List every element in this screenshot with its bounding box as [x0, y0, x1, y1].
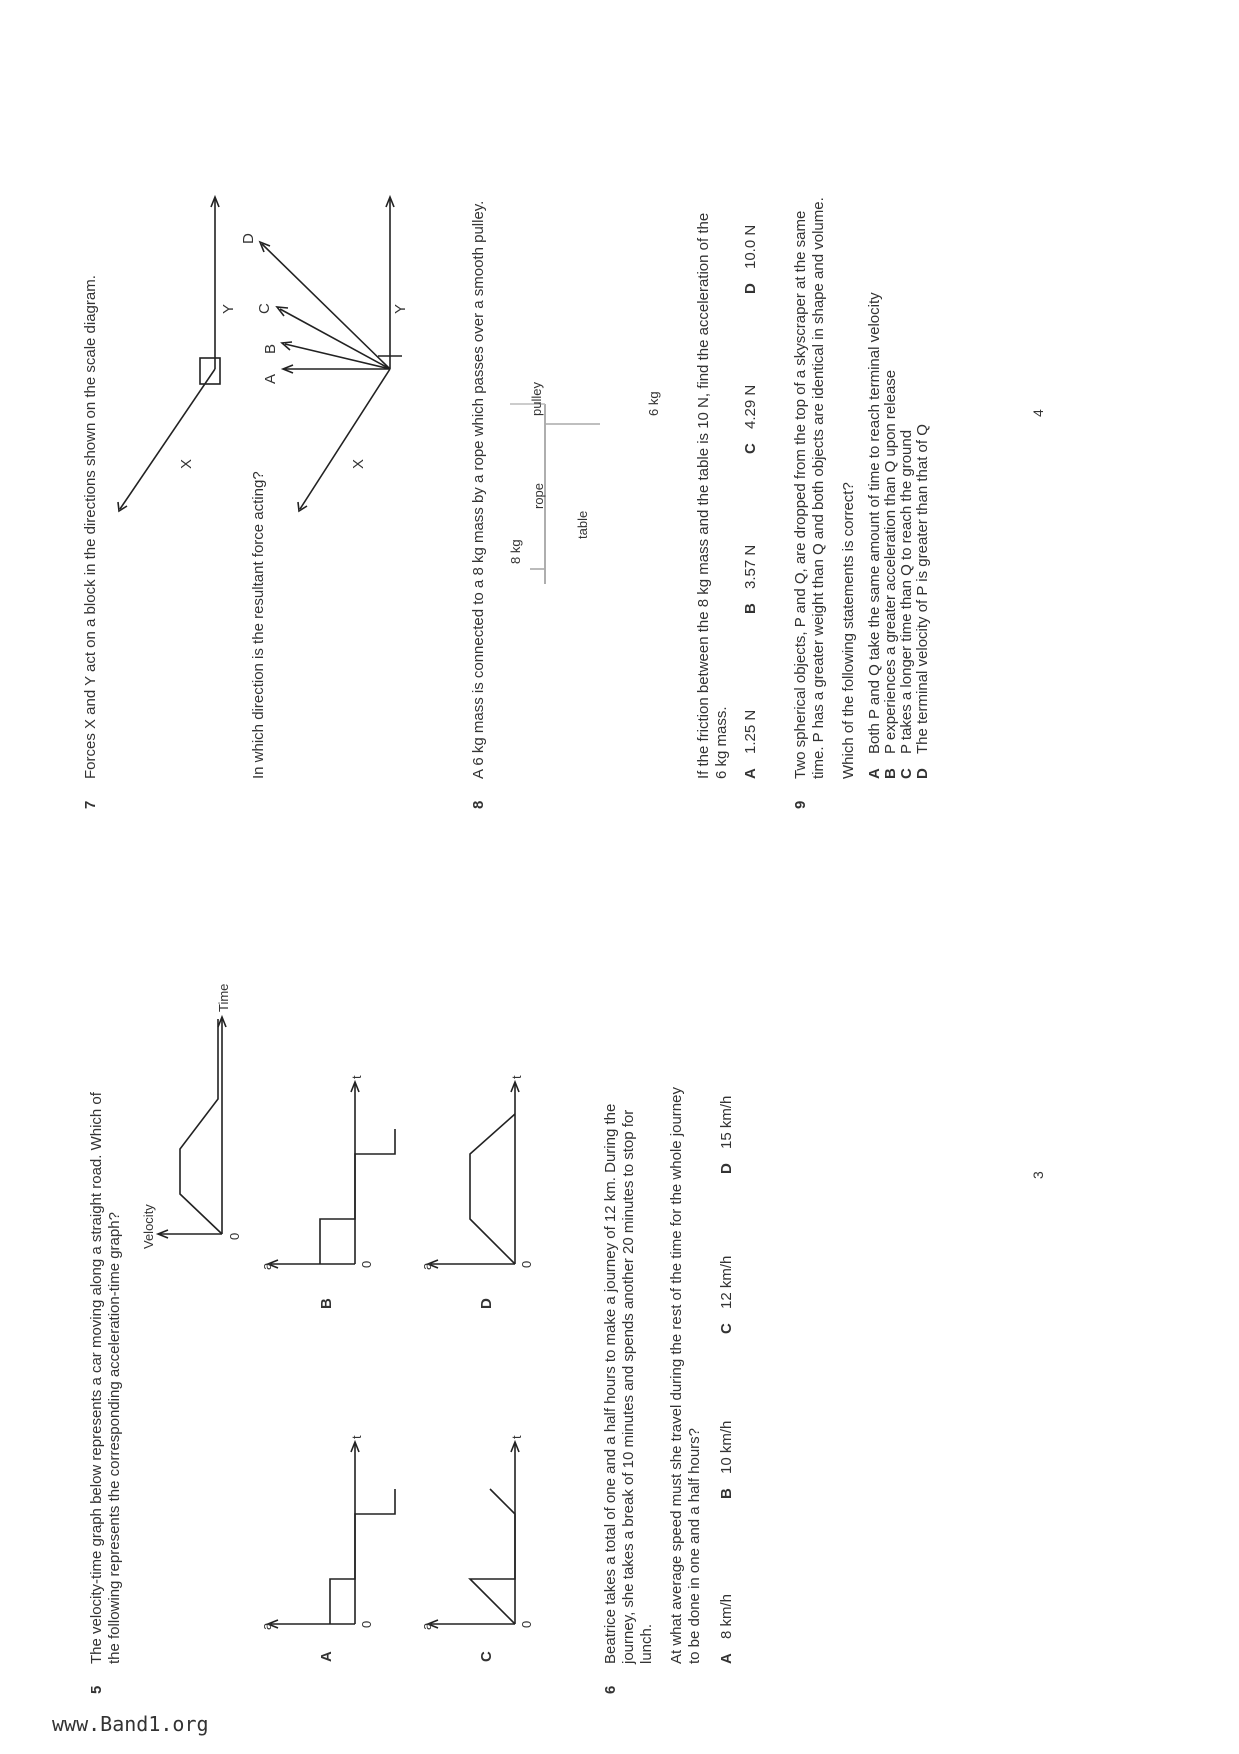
q9-option-b[interactable]: P experiences a greater acceleration than Q upon release [882, 369, 899, 754]
q9-text-line2: time. P has a greater weight than Q and both objects are identical in shape and volume. [810, 197, 827, 779]
q7-label-c[interactable]: C [256, 303, 273, 314]
q8-answer-b-letter[interactable]: B [742, 603, 759, 614]
q7-label-y: Y [220, 303, 237, 314]
q6-answer-d-letter[interactable]: D [718, 1163, 735, 1174]
q8-answer-d[interactable]: 10.0 N [742, 224, 759, 269]
q8-answer-b[interactable]: 3.57 N [742, 544, 759, 589]
q5-option-b-axis: a [259, 1262, 274, 1270]
q5-option-c-origin: 0 [519, 1620, 534, 1628]
q9-option-c-letter[interactable]: C [898, 768, 915, 779]
q5-option-d-origin: 0 [519, 1260, 534, 1268]
q7-label-y2: Y [392, 303, 409, 314]
q5-option-a-t: t [349, 1435, 364, 1439]
q5-option-c-letter[interactable]: C [478, 1651, 495, 1662]
q9-option-d-letter[interactable]: D [914, 768, 931, 779]
q5-option-a-origin: 0 [359, 1620, 374, 1628]
q8-text-line2: If the friction between the 8 kg mass and the table is 10 N, find the acceleration of the [695, 212, 712, 779]
q9-option-b-letter[interactable]: B [882, 768, 899, 779]
page-number-right: 4 [1030, 409, 1046, 417]
q6-answer-a-letter[interactable]: A [718, 1653, 735, 1664]
q8-label-8kg: 8 kg [508, 539, 523, 564]
page-number-left: 3 [1030, 1171, 1046, 1179]
q5-option-b-origin: 0 [359, 1260, 374, 1268]
q9-option-d[interactable]: The terminal velocity of P is greater than that of Q [914, 424, 931, 754]
q6-text-line3: lunch. [638, 1623, 655, 1664]
q8-answer-d-letter[interactable]: D [742, 283, 759, 294]
q7-text-line1: Forces X and Y act on a block in the directions shown on the scale diagram. [82, 275, 99, 779]
q8-text-line1: A 6 kg mass is connected to a 8 kg mass by a rope which passes over a smooth pulley. [470, 200, 487, 779]
q9-option-c[interactable]: P takes a longer time than Q to reach the ground [898, 429, 915, 754]
q5-option-a-letter[interactable]: A [318, 1651, 335, 1662]
q5-number: 5 [88, 1685, 105, 1694]
q6-answer-b-letter[interactable]: B [718, 1488, 735, 1499]
q7-label-d[interactable]: D [240, 233, 257, 244]
q5-text-line2: the following represents the corresponding acceleration-time graph? [106, 1212, 123, 1664]
q6-answer-d[interactable]: 15 km/h [718, 1095, 735, 1149]
q8-label-rope: rope [531, 482, 546, 509]
q7-label-x2: X [350, 458, 367, 469]
q5-option-d-t: t [509, 1075, 524, 1079]
footer-watermark: www.Band1.org [52, 1712, 209, 1736]
q9-question: Which of the following statements is correct? [840, 482, 857, 779]
q6-text-line1: Beatrice takes a total of one and a half hours to make a journey of 12 km. During the [602, 1103, 619, 1664]
q9-number: 9 [792, 800, 809, 809]
q5-option-c-axis: a [419, 1622, 434, 1630]
q7-label-x: X [178, 458, 195, 469]
q6-answer-c-letter[interactable]: C [718, 1323, 735, 1334]
q5-ylabel: Velocity [141, 1204, 156, 1249]
q8-answer-c-letter[interactable]: C [742, 443, 759, 454]
q5-option-a-axis: a [259, 1622, 274, 1630]
q5-option-b-letter[interactable]: B [318, 1298, 335, 1309]
q7-label-b[interactable]: B [262, 343, 279, 354]
q6-number: 6 [602, 1685, 619, 1694]
q8-answer-a[interactable]: 1.25 N [742, 709, 759, 754]
q9-text-line1: Two spherical objects, P and Q, are dropped from the top of a skyscraper at the same [792, 210, 809, 779]
q7-question: In which direction is the resultant force acting? [250, 471, 267, 779]
q5-origin: 0 [227, 1232, 242, 1240]
q6-text-line5: to be done in one and a half hours? [686, 1427, 703, 1664]
q8-label-table: table [575, 510, 590, 539]
q7-number: 7 [82, 800, 99, 809]
q6-text-line4: At what average speed must she travel during the rest of the time for the whole journey [668, 1087, 685, 1664]
q6-answer-a[interactable]: 8 km/h [718, 1593, 735, 1639]
q5-option-c-t: t [509, 1435, 524, 1439]
q8-text-line3: 6 kg mass. [713, 706, 730, 779]
q8-number: 8 [470, 800, 487, 809]
q8-label-6kg: 6 kg [646, 391, 661, 416]
q8-answer-c[interactable]: 4.29 N [742, 384, 759, 429]
q5-xlabel: Time [216, 983, 231, 1012]
q9-option-a[interactable]: Both P and Q take the same amount of time to reach terminal velocity [866, 292, 883, 754]
q5-text-line1: The velocity-time graph below represents a car moving along a straight road. Which of [88, 1092, 105, 1664]
q8-label-pulley: pulley [529, 382, 544, 416]
q8-answer-a-letter[interactable]: A [742, 768, 759, 779]
q6-text-line2: journey, she takes a break of 10 minutes and spends another 20 minutes to stop for [620, 1109, 637, 1664]
q5-option-d-letter[interactable]: D [478, 1298, 495, 1309]
q9-option-a-letter[interactable]: A [866, 768, 883, 779]
q5-option-d-axis: a [419, 1262, 434, 1270]
q5-option-b-t: t [349, 1075, 364, 1079]
q6-answer-c[interactable]: 12 km/h [718, 1255, 735, 1309]
q7-label-a[interactable]: A [262, 373, 279, 384]
q6-answer-b[interactable]: 10 km/h [718, 1420, 735, 1474]
